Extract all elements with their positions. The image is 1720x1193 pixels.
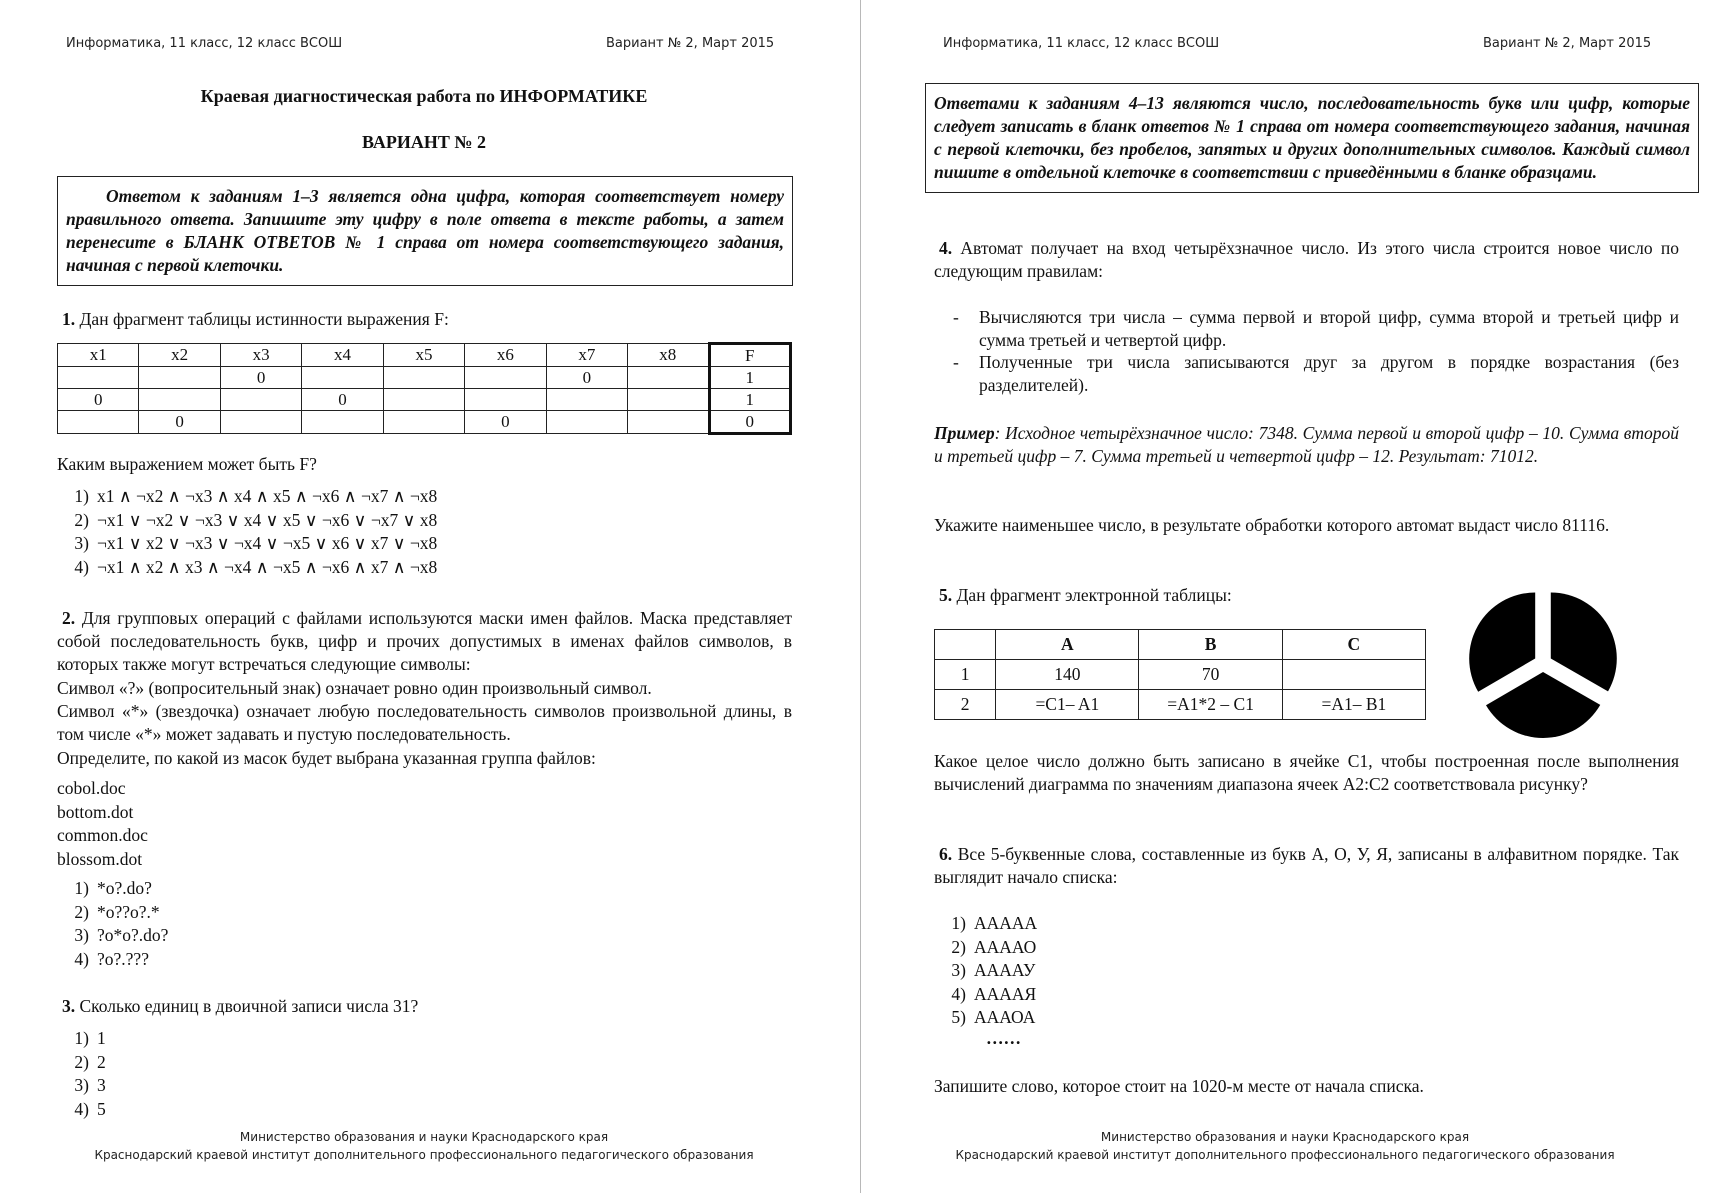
truth-table-cell	[220, 411, 301, 434]
truth-table-cell: 1	[709, 367, 791, 389]
truth-table-cell	[628, 367, 709, 389]
task6-number: 6.	[939, 844, 953, 864]
sheet-header-cell	[935, 630, 996, 660]
truth-table-cell	[302, 367, 383, 389]
variant-title: ВАРИАНТ № 2	[362, 132, 486, 152]
option-text: ААААО	[974, 936, 1037, 957]
truth-table-cell	[139, 367, 220, 389]
task3-number: 3.	[62, 996, 76, 1016]
truth-table-cell	[628, 411, 709, 434]
truth-table-header-cell: x6	[465, 344, 546, 367]
option-item	[57, 486, 757, 510]
sheet-cell: 1	[935, 660, 996, 690]
pie-slice	[1469, 593, 1535, 692]
task5-question: Какое целое число должно быть записано в ячейке C1, чтобы построенная после выполнения вычислений диаграмма по значениям диапазона ячеек A2:C2 соответствовала рисунку?	[934, 751, 1679, 794]
option-text: *o?.do?	[97, 878, 152, 898]
task3-text	[62, 995, 792, 1018]
option-item	[57, 925, 357, 949]
option-number: 5)	[951, 1007, 966, 1027]
option-item	[934, 984, 1134, 1008]
truth-table-cell	[465, 367, 546, 389]
sheet-header-cell: A	[996, 630, 1139, 660]
task5-text	[939, 584, 1439, 607]
task2-text	[57, 607, 792, 676]
truth-table-cell	[628, 389, 709, 411]
option-number: 4)	[951, 983, 966, 1004]
footer-line1: Министерство образования и науки Краснодарского края	[1100, 1130, 1470, 1144]
truth-table-cell: 0	[58, 389, 139, 411]
truth-table-header-cell: x1	[58, 344, 139, 367]
file-name: cobol.doc	[57, 778, 126, 798]
rule-item: - Полученные три числа записываются друг за другом в порядке возрастания (без разделителей).	[953, 352, 1679, 395]
rule-item: - Вычисляются три числа – сумма первой и второй цифр, сумма второй и третьей цифр и сумма третьей и четвертой цифр.	[953, 307, 1679, 350]
example-text: : Исходное четырёхзначное число: 7348. Сумма первой и второй цифр – 10. Сумма второй и третьей цифр – 7. Сумма третьей и четвертой цифр – 12. Результат: 71012.	[934, 423, 1679, 466]
option-text: x1 ∧ ¬x2 ∧ ¬x3 ∧ x4 ∧ x5 ∧ ¬x6 ∧ ¬x7 ∧ ¬x8	[97, 486, 438, 506]
sheet-cell: 70	[1139, 660, 1282, 690]
truth-table-cell: 1	[709, 389, 791, 411]
option-item	[57, 1099, 257, 1123]
task4-text	[934, 237, 1679, 283]
truth-table-cell: 0	[465, 411, 546, 434]
task5-statement: Дан фрагмент электронной таблицы:	[956, 585, 1232, 605]
pie-slice	[1551, 592, 1617, 691]
header-variant: Вариант № 2, Март 2015	[606, 36, 775, 51]
truth-table-cell	[383, 411, 464, 434]
option-text: ААААУ	[974, 960, 1036, 980]
truth-table-header-cell: x5	[383, 344, 464, 367]
task1-text	[62, 308, 792, 331]
sheet-row	[935, 660, 1426, 690]
truth-table	[57, 342, 792, 435]
truth-table-header-cell: x2	[139, 344, 220, 367]
option-text: 2	[97, 1051, 106, 1072]
task4-example	[934, 422, 1679, 468]
sheet-header-cell: B	[1139, 630, 1282, 660]
file-list	[57, 778, 148, 872]
truth-table-cell	[58, 411, 139, 434]
footer-line2: Краснодарский краевой институт дополнительного профессионального педагогического образования	[94, 1148, 754, 1162]
pie-slice	[1486, 672, 1600, 738]
task1-number: 1.	[62, 309, 76, 329]
option-number: 3)	[74, 533, 89, 553]
option-item	[934, 913, 1134, 937]
option-number: 4)	[74, 948, 89, 969]
header-variant: Вариант № 2, Март 2015	[1483, 36, 1652, 51]
sheet-cell: =A1– B1	[1282, 690, 1425, 720]
truth-table-header-cell: F	[709, 344, 791, 367]
truth-table-cell: 0	[220, 367, 301, 389]
truth-table-row	[58, 389, 791, 411]
option-number: 1)	[951, 913, 966, 933]
sheet-row	[935, 690, 1426, 720]
option-number: 3)	[74, 925, 89, 945]
truth-table-cell	[383, 367, 464, 389]
option-text: *o??o?.*	[97, 901, 160, 922]
task1-statement: Дан фрагмент таблицы истинности выражения F:	[79, 309, 449, 329]
footer-line1: Министерство образования и науки Краснодарского края	[239, 1130, 609, 1144]
sheet-cell: 2	[935, 690, 996, 720]
sheet-cell: 140	[996, 660, 1139, 690]
option-item	[57, 902, 357, 926]
option-item	[57, 878, 357, 902]
file-name: blossom.dot	[57, 848, 143, 869]
example-label: Пример	[934, 423, 995, 443]
truth-table-cell	[139, 389, 220, 411]
option-number: 1)	[74, 878, 89, 898]
truth-table-row	[58, 367, 791, 389]
option-item	[934, 937, 1134, 961]
truth-table-header-cell: x8	[628, 344, 709, 367]
task4-rules	[953, 306, 1679, 396]
option-item	[57, 1075, 257, 1099]
spreadsheet-table	[934, 629, 1426, 720]
option-text: ¬x1 ∨ ¬x2 ∨ ¬x3 ∨ x4 ∨ x5 ∨ ¬x6 ∨ ¬x7 ∨ x8	[97, 509, 438, 530]
instruction-box: Ответом к заданиям 1–3 является одна цифра, которая соответствует номеру правильного ответа. Запишите эту цифру в поле ответа в тексте работы, а затем перенесите в БЛАНК ОТВЕТОВ № 1 справа от номера соответствующего задания, начиная с первой клеточки.	[57, 176, 793, 286]
task3-options	[57, 1028, 257, 1122]
option-item	[934, 1007, 1134, 1031]
sheet-cell	[1282, 660, 1425, 690]
option-number: 3)	[74, 1075, 89, 1095]
option-number: 4)	[74, 1098, 89, 1119]
truth-table-cell	[383, 389, 464, 411]
file-name: bottom.dot	[57, 801, 134, 822]
truth-table-header-cell: x4	[302, 344, 383, 367]
task2-statement: Для групповых операций с файлами используются маски имен файлов. Маска представляет собой последовательность букв, цифр и прочих допустимых в именах файлов символов, в которых также могут встречаться следующие символы:	[57, 608, 792, 674]
truth-table-header-row	[58, 344, 791, 367]
option-text: 5	[97, 1098, 106, 1119]
task3-statement: Сколько единиц в двоичной записи числа 31?	[79, 996, 419, 1016]
option-text: ?o*o?.do?	[97, 925, 169, 945]
option-number: 1)	[74, 1028, 89, 1048]
option-item	[57, 533, 757, 557]
task1-question: Каким выражением может быть F?	[57, 454, 317, 474]
option-number: 2)	[74, 509, 89, 530]
task4-question: Укажите наименьшее число, в результате обработки которого автомат выдаст число 81116.	[934, 515, 1610, 535]
header-subject: Информатика, 11 класс, 12 класс ВСОШ	[66, 36, 343, 51]
option-text: ААААА	[974, 913, 1038, 933]
option-number: 1)	[74, 486, 89, 506]
option-item	[934, 960, 1134, 984]
sheet-header-row	[935, 630, 1426, 660]
list-ellipsis: ……	[986, 1028, 1021, 1048]
task2-options	[57, 878, 357, 972]
pie-chart	[1463, 583, 1623, 743]
option-number: 3)	[951, 960, 966, 980]
truth-table-cell	[220, 389, 301, 411]
option-item	[57, 510, 757, 534]
task2-line-determine: Определите, по какой из масок будет выбрана указанная группа файлов:	[57, 748, 596, 768]
task2-line-question: Символ «?» (вопросительный знак) означает ровно один произвольный символ.	[57, 678, 652, 698]
word-list	[934, 913, 1134, 1031]
option-text: ?o?.???	[97, 948, 149, 969]
option-text: 1	[97, 1028, 106, 1048]
task6-question: Запишите слово, которое стоит на 1020-м месте от начала списка.	[934, 1076, 1424, 1096]
task5-number: 5.	[939, 585, 953, 605]
footer-line2: Краснодарский краевой институт дополнительного профессионального педагогического образования	[955, 1148, 1615, 1162]
right-page	[861, 0, 1720, 1193]
task4-statement: Автомат получает на вход четырёхзначное число. Из этого числа строится новое число по следующим правилам:	[934, 238, 1680, 281]
truth-table-cell	[58, 367, 139, 389]
sheet-cell: =C1– A1	[996, 690, 1139, 720]
option-item	[57, 1028, 257, 1052]
truth-table-row	[58, 411, 791, 434]
truth-table-cell: 0	[709, 411, 791, 434]
truth-table-header-cell: x3	[220, 344, 301, 367]
option-text: АААОА	[974, 1007, 1036, 1027]
option-text: ¬x1 ∨ x2 ∨ ¬x3 ∨ ¬x4 ∨ ¬x5 ∨ x6 ∨ x7 ∨ ¬x8	[97, 533, 438, 553]
option-item	[57, 1052, 257, 1076]
option-number: 4)	[74, 556, 89, 577]
header-subject: Информатика, 11 класс, 12 класс ВСОШ	[943, 36, 1220, 51]
option-number: 2)	[951, 936, 966, 957]
option-item	[57, 557, 757, 581]
truth-table-cell	[546, 411, 627, 434]
task6-text	[934, 843, 1679, 889]
truth-table-header-cell: x7	[546, 344, 627, 367]
option-number: 2)	[74, 901, 89, 922]
page-title: Краевая диагностическая работа по ИНФОРМАТИКЕ	[200, 86, 648, 106]
option-text: ¬x1 ∧ x2 ∧ x3 ∧ ¬x4 ∧ ¬x5 ∧ ¬x6 ∧ x7 ∧ ¬x8	[97, 556, 438, 577]
task6-statement: Все 5-буквенные слова, составленные из букв А, О, У, Я, записаны в алфавитном порядке. Так выглядит начало списка:	[934, 844, 1679, 887]
task4-number: 4.	[939, 238, 953, 258]
task2-number: 2.	[62, 608, 76, 628]
truth-table-cell	[465, 389, 546, 411]
file-name: common.doc	[57, 825, 148, 845]
sheet-cell: =A1*2 – C1	[1139, 690, 1282, 720]
option-number: 2)	[74, 1051, 89, 1072]
option-item	[57, 949, 357, 973]
task2-line-star: Символ «*» (звездочка) означает любую последовательность символов произвольной длины, в том числе «*» может задавать и пустую последовательность.	[57, 701, 792, 744]
truth-table-cell	[302, 411, 383, 434]
truth-table-cell: 0	[546, 367, 627, 389]
option-text: ААААЯ	[974, 983, 1037, 1004]
truth-table-cell	[546, 389, 627, 411]
truth-table-cell: 0	[139, 411, 220, 434]
truth-table-cell: 0	[302, 389, 383, 411]
task1-options	[57, 486, 757, 580]
instruction-box: Ответами к заданиям 4–13 являются число, последовательность букв или цифр, которые следует записать в бланк ответов № 1 справа от номера соответствующего задания, начиная с первой клеточки, без пробелов, запятых и других дополнительных символов. Каждый символ пишите в отдельной клеточке в соответствии с приведёнными в бланке образцами.	[925, 83, 1699, 193]
sheet-header-cell: C	[1282, 630, 1425, 660]
option-text: 3	[97, 1075, 106, 1095]
